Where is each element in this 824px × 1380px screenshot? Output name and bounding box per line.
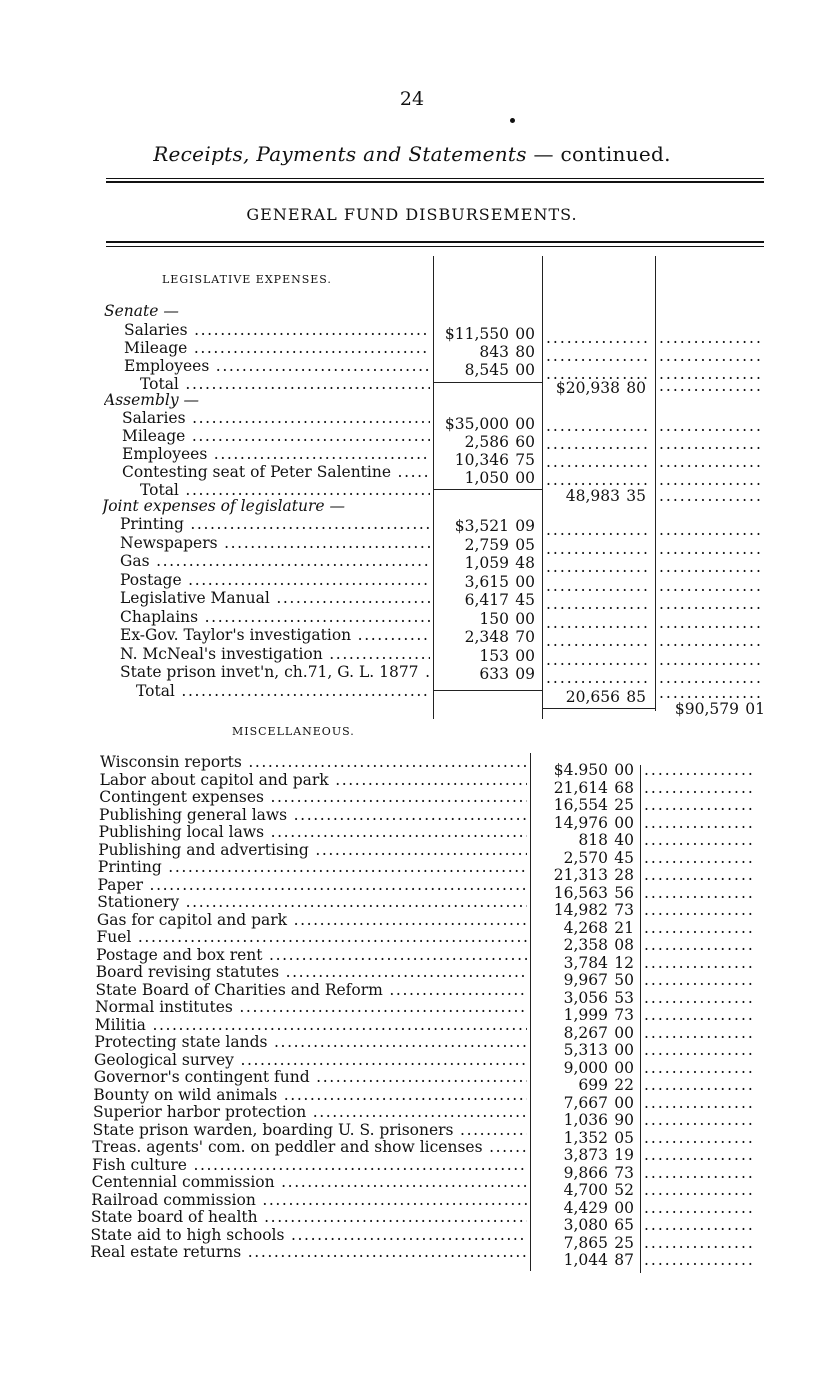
col3-leader [659, 453, 763, 471]
joint-item-amount [437, 665, 535, 683]
col3-leader [659, 540, 763, 558]
col3-leader [644, 849, 756, 867]
misc-item-amount [534, 1059, 634, 1077]
misc-item-label: Normal institutes ..... [95, 998, 527, 1016]
misc-item-amount [534, 1129, 634, 1147]
senate-item-label: Mileage ..... [124, 339, 430, 357]
joint-total-amount-cents: 85 [626, 687, 646, 706]
assembly-item-amount [437, 451, 535, 469]
senate-item-label: Employees ..... [124, 357, 430, 375]
misc-item-label: Postage and box rent ..... [96, 946, 527, 964]
misc-item-label: Stationery ..... [97, 893, 527, 911]
col3-leader [644, 814, 756, 832]
misc-item-amount-dollars: 9,000 [563, 1058, 608, 1077]
misc-item-amount-cents: 00 [614, 813, 634, 832]
misc-item-label: Publishing and advertising ..... [98, 841, 527, 859]
misc-item-label: State board of health ..... [91, 1208, 527, 1226]
col3-leader [644, 866, 756, 884]
senate-item-amount [437, 343, 535, 361]
col3-leader [644, 1024, 756, 1042]
col3-leader [659, 417, 763, 435]
assembly-item-label: Salaries ..... [122, 409, 430, 427]
misc-item-amount [534, 1181, 634, 1199]
col3-leader [644, 954, 756, 972]
misc-item-label: Wisconsin reports ..... [100, 753, 527, 771]
misc-item-amount-dollars: $4.950 [553, 761, 608, 779]
misc-item-amount [534, 814, 634, 832]
col2-leader [546, 329, 650, 347]
col3-leader [659, 377, 763, 395]
misc-item-amount [534, 901, 634, 919]
misc-item-amount-dollars: 3,080 [563, 1216, 608, 1234]
col3-leader [644, 901, 756, 919]
senate-total-amount-dollars: $20,938 [555, 379, 620, 397]
joint-total-label: Total ..... [136, 682, 430, 700]
col3-leader [644, 1041, 756, 1059]
joint-item-amount-dollars: 2,348 [464, 628, 509, 646]
misc-item-amount-cents: 25 [614, 1233, 634, 1252]
senate-subtotal-rule [433, 382, 542, 383]
assembly-label: Assembly — [104, 391, 200, 409]
misc-item-amount-cents: 21 [614, 918, 634, 937]
misc-item-label: Publishing local laws ..... [99, 823, 527, 841]
misc-item-amount-cents: 52 [614, 1181, 634, 1199]
misc-item-label: Contingent expenses ..... [99, 788, 527, 806]
col2-leader [546, 595, 650, 613]
misc-item-amount-cents: 73 [614, 1006, 634, 1024]
misc-item-label: Railroad commission ..... [91, 1191, 527, 1209]
misc-item-amount-dollars: 8,267 [563, 1023, 608, 1042]
col2-leader [546, 577, 650, 595]
misc-item-amount [534, 1076, 634, 1094]
col3-leader [644, 1199, 756, 1217]
assembly-item-amount-dollars: 1,050 [464, 469, 509, 487]
page-number: 24 [399, 88, 425, 110]
misc-item-label: Treas. agents' com. on peddler and show licenses ..... [92, 1138, 527, 1156]
col-rule-1 [433, 256, 434, 719]
misc-item-label: Superior harbor protection ..... [93, 1103, 527, 1121]
misc-item-amount-cents: 73 [614, 1163, 634, 1182]
misc-item-label: Centennial commission ..... [92, 1173, 527, 1191]
col3-leader [644, 1059, 756, 1077]
assembly-subtotal-rule [433, 489, 542, 490]
col2-leader [546, 347, 650, 365]
misc-item-amount [534, 884, 634, 902]
misc-item-amount [534, 1094, 634, 1112]
misc-item-amount-cents: 22 [614, 1076, 634, 1094]
misc-item-amount [534, 1234, 634, 1252]
col2-leader [546, 669, 650, 687]
senate-total-amount-cents: 80 [626, 379, 646, 397]
col3-leader [644, 1129, 756, 1147]
misc-item-label: Militia ..... [95, 1016, 527, 1034]
misc-item-amount-dollars: 14,982 [553, 901, 608, 919]
joint-label: Joint expenses of legislature — [102, 497, 346, 515]
assembly-item-amount-cents: 00 [515, 469, 535, 487]
misc-col-rule-2 [640, 765, 641, 1273]
misc-item-amount [534, 954, 634, 972]
misc-item-amount-dollars: 1,044 [563, 1251, 608, 1269]
senate-item-amount-dollars: 8,545 [464, 361, 509, 379]
col3-leader [659, 614, 763, 632]
senate-label: Senate — [104, 302, 179, 320]
joint-item-amount-cents: 09 [515, 517, 535, 535]
misc-item-label: Fuel ..... [97, 928, 528, 946]
misc-item-amount-cents: 68 [614, 778, 634, 797]
col3-leader [644, 919, 756, 937]
senate-item-amount-dollars: 843 [479, 343, 509, 361]
col3-leader [644, 1251, 756, 1269]
joint-total-amount-dollars: 20,656 [565, 687, 620, 706]
legislative-grand-total-cents: 01 [745, 699, 765, 718]
misc-item-amount-dollars: 4,268 [563, 918, 608, 937]
joint-item-amount [437, 628, 535, 646]
misc-item-label: Printing ..... [98, 858, 527, 876]
col3-leader [644, 989, 756, 1007]
col3-leader [659, 487, 763, 505]
col2-leader [546, 453, 650, 471]
misc-item-amount-dollars: 1,036 [563, 1111, 608, 1129]
col3-leader [659, 558, 763, 576]
joint-item-amount [437, 554, 535, 572]
joint-item-label: Chaplains ..... [120, 608, 430, 626]
col3-leader [659, 521, 763, 539]
misc-item-amount-cents: 45 [614, 848, 634, 867]
misc-item-label: Gas for capitol and park ..... [97, 911, 527, 929]
col3-leader [644, 1094, 756, 1112]
misc-item-amount-cents: 00 [614, 1198, 634, 1217]
misc-item-amount-dollars: 1,352 [563, 1128, 608, 1147]
misc-item-amount-dollars: 3,056 [563, 988, 608, 1007]
assembly-item-amount-dollars: 10,346 [454, 451, 509, 469]
misc-item-label: State prison warden, boarding U. S. prisoners ..... [93, 1121, 527, 1139]
misc-item-amount-cents: 87 [614, 1251, 634, 1269]
joint-item-label: Newspapers ..... [120, 534, 430, 552]
misc-item-amount-cents: 00 [614, 1093, 634, 1112]
misc-item-amount-dollars: 4,700 [563, 1181, 608, 1199]
misc-item-label: Real estate returns ..... [90, 1243, 527, 1261]
col3-leader [644, 884, 756, 902]
col-rule-3 [655, 256, 656, 711]
col2-leader [546, 435, 650, 453]
heading-rule-thin [106, 178, 764, 179]
assembly-item-amount [437, 415, 535, 433]
col2-leader [546, 521, 650, 539]
misc-item-label: Labor about capitol and park ..... [100, 771, 527, 789]
col2-leader [546, 614, 650, 632]
heading-italic: Receipts, Payments and Statements [153, 142, 527, 166]
joint-item-amount-dollars: 633 [479, 665, 509, 683]
col3-leader [644, 1076, 756, 1094]
section-title: GENERAL FUND DISBURSEMENTS. [246, 205, 578, 224]
col3-leader [644, 1146, 756, 1164]
col2-leader [546, 632, 650, 650]
joint-item-amount [437, 573, 535, 591]
misc-item-amount [534, 1006, 634, 1024]
misc-item-label: State Board of Charities and Reform ..... [95, 981, 527, 999]
assembly-item-amount-cents: 00 [515, 415, 535, 433]
joint-total-amount [546, 688, 646, 706]
misc-item-label: Fish culture ..... [92, 1156, 527, 1174]
misc-item-amount [534, 1146, 634, 1164]
senate-item-amount [437, 325, 535, 343]
col3-leader [644, 971, 756, 989]
misc-item-amount-dollars: 9,967 [563, 971, 608, 989]
joint-item-amount-dollars: 153 [479, 646, 509, 665]
misc-item-amount [534, 831, 634, 849]
joint-item-amount [437, 610, 535, 628]
misc-item-label: Protecting state lands ..... [94, 1033, 527, 1051]
misc-item-amount-cents: 25 [614, 796, 634, 814]
joint-item-amount-dollars: $3,521 [454, 517, 509, 535]
misc-item-amount-dollars: 16,554 [553, 796, 608, 814]
assembly-item-amount [437, 469, 535, 487]
joint-item-amount-cents: 45 [515, 591, 535, 609]
misc-item-amount-dollars: 1,999 [563, 1006, 608, 1024]
misc-item-amount [534, 779, 634, 797]
senate-item-amount-cents: 80 [515, 343, 535, 361]
col3-leader [644, 1006, 756, 1024]
joint-item-label: State prison invet'n, ch.71, G. L. 1877 ..... [120, 663, 430, 681]
assembly-item-amount-cents: 75 [515, 451, 535, 469]
assembly-item-amount [437, 433, 535, 451]
misc-item-amount [534, 1251, 634, 1269]
misc-item-amount-dollars: 21,313 [553, 866, 608, 884]
joint-item-amount-cents: 70 [515, 628, 535, 646]
misc-item-amount [534, 989, 634, 1007]
misc-item-amount-cents: 50 [614, 971, 634, 989]
joint-item-amount [437, 647, 535, 665]
col3-leader [659, 347, 763, 365]
joint-item-amount-dollars: 150 [479, 609, 509, 628]
misc-item-amount [534, 1111, 634, 1129]
misc-item-amount [534, 849, 634, 867]
col3-leader [644, 796, 756, 814]
joint-item-amount-dollars: 2,759 [464, 535, 509, 554]
misc-item-amount-dollars: 7,865 [563, 1233, 608, 1252]
assembly-total-amount-cents: 35 [626, 487, 646, 505]
assembly-item-label: Mileage ..... [122, 427, 430, 445]
assembly-total-amount-dollars: 48,983 [565, 487, 620, 505]
joint-item-amount-cents: 09 [515, 665, 535, 683]
assembly-total-amount [546, 487, 646, 505]
col2-leader [546, 558, 650, 576]
joint-item-amount-cents: 48 [515, 554, 535, 572]
assembly-item-amount-dollars: 2,586 [464, 433, 509, 451]
col3-leader [644, 1111, 756, 1129]
bullet-mark [510, 118, 515, 123]
misc-item-amount-cents: 65 [614, 1216, 634, 1234]
misc-col-rule-1 [530, 753, 531, 1271]
misc-item-amount-cents: 00 [614, 1058, 634, 1077]
misc-item-amount [534, 796, 634, 814]
misc-item-amount [534, 1164, 634, 1182]
col2-leader [546, 651, 650, 669]
senate-item-amount-cents: 00 [515, 325, 535, 343]
misc-item-amount-cents: 28 [614, 866, 634, 884]
assembly-item-amount-dollars: $35,000 [444, 415, 509, 433]
misc-item-amount-dollars: 16,563 [553, 883, 608, 902]
misc-item-amount-cents: 90 [614, 1111, 634, 1129]
misc-item-label: Governor's contingent fund ..... [94, 1068, 527, 1086]
misc-item-amount-dollars: 7,667 [563, 1093, 608, 1112]
joint-item-amount-cents: 05 [515, 535, 535, 554]
col3-leader [659, 577, 763, 595]
col3-leader [644, 831, 756, 849]
joint-item-label: Gas ..... [120, 552, 430, 570]
misc-item-amount-dollars: 5,313 [563, 1041, 608, 1059]
assembly-item-label: Contesting seat of Peter Salentine ..... [122, 463, 430, 481]
joint-item-amount-dollars: 6,417 [464, 591, 509, 609]
misc-item-amount-cents: 12 [614, 953, 634, 972]
section-rule-thick [106, 241, 764, 243]
joint-item-amount [437, 591, 535, 609]
misc-item-amount-cents: 00 [614, 761, 634, 779]
joint-item-label: Legislative Manual ..... [120, 589, 430, 607]
misc-item-label: State aid to high schools ..... [91, 1226, 527, 1244]
col3-leader [659, 435, 763, 453]
misc-item-amount-cents: 56 [614, 883, 634, 902]
misc-item-amount [534, 761, 634, 779]
col2-bottom-rule [542, 708, 655, 709]
col3-leader [659, 632, 763, 650]
misc-item-amount [534, 1041, 634, 1059]
joint-subtotal-rule [433, 690, 542, 691]
col3-leader [644, 779, 756, 797]
misc-item-amount-cents: 00 [614, 1023, 634, 1042]
misc-item-amount-dollars: 14,976 [553, 813, 608, 832]
assembly-total-label: Total ..... [140, 481, 430, 499]
senate-total-amount [546, 379, 646, 397]
joint-item-amount [437, 517, 535, 535]
misc-item-amount-dollars: 699 [578, 1076, 608, 1094]
misc-item-amount-dollars: 21,614 [553, 778, 608, 797]
misc-item-amount-dollars: 3,784 [563, 953, 608, 972]
misc-item-label: Board revising statutes ..... [96, 963, 527, 981]
misc-item-amount-dollars: 818 [578, 831, 608, 849]
page-heading [0, 142, 824, 166]
misc-item-amount [534, 1199, 634, 1217]
col3-leader [644, 761, 756, 779]
misc-item-amount-cents: 08 [614, 936, 634, 954]
legislative-title: LEGISLATIVE EXPENSES. [162, 273, 332, 286]
col-rule-2 [542, 256, 543, 719]
col3-leader [659, 595, 763, 613]
misc-item-amount-cents: 40 [614, 831, 634, 849]
misc-item-amount-cents: 73 [614, 901, 634, 919]
col3-leader [644, 1181, 756, 1199]
misc-item-amount-cents: 00 [614, 1041, 634, 1059]
misc-item-amount [534, 866, 634, 884]
senate-item-amount-cents: 00 [515, 361, 535, 379]
misc-item-amount-cents: 53 [614, 988, 634, 1007]
joint-item-label: N. McNeal's investigation ..... [120, 645, 430, 663]
misc-item-amount [534, 936, 634, 954]
misc-title: MISCELLANEOUS. [232, 725, 355, 738]
misc-item-amount-dollars: 4,429 [563, 1198, 608, 1217]
misc-item-label: Publishing general laws ..... [99, 806, 527, 824]
misc-item-amount-dollars: 2,570 [563, 848, 608, 867]
senate-item-amount [437, 361, 535, 379]
misc-item-amount-dollars: 9,866 [563, 1163, 608, 1182]
heading-rule-thick [106, 181, 764, 183]
misc-item-amount [534, 971, 634, 989]
col3-leader [644, 1216, 756, 1234]
col3-leader [644, 1164, 756, 1182]
misc-item-amount [534, 1024, 634, 1042]
misc-item-amount [534, 919, 634, 937]
col2-leader [546, 417, 650, 435]
legislative-grand-total-dollars: $90,579 [674, 699, 739, 718]
joint-item-label: Postage ..... [120, 571, 430, 589]
joint-item-amount-dollars: 1,059 [464, 554, 509, 572]
assembly-item-amount-cents: 60 [515, 433, 535, 451]
joint-item-amount-cents: 00 [515, 646, 535, 665]
col3-leader [644, 936, 756, 954]
senate-item-label: Salaries ..... [124, 321, 430, 339]
senate-item-amount-dollars: $11,550 [444, 325, 509, 343]
col3-leader [659, 651, 763, 669]
misc-item-amount-cents: 19 [614, 1146, 634, 1164]
joint-item-amount-cents: 00 [515, 609, 535, 628]
col3-leader [659, 329, 763, 347]
misc-item-amount-dollars: 2,358 [563, 936, 608, 954]
col2-leader [546, 540, 650, 558]
misc-item-label: Bounty on wild animals ..... [93, 1086, 527, 1104]
senate-total-label: Total ..... [140, 375, 430, 393]
col3-leader [644, 1234, 756, 1252]
misc-item-amount [534, 1216, 634, 1234]
joint-item-amount-dollars: 3,615 [464, 572, 509, 591]
misc-item-amount-dollars: 3,873 [563, 1146, 608, 1164]
heading-continued: — continued. [533, 142, 671, 166]
misc-item-label: Geological survey ..... [94, 1051, 527, 1069]
section-rule-thin [106, 246, 764, 247]
legislative-grand-total [657, 700, 765, 718]
assembly-item-label: Employees ..... [122, 445, 430, 463]
misc-item-amount-cents: 05 [614, 1128, 634, 1147]
joint-item-label: Printing ..... [120, 515, 430, 533]
misc-item-label: Paper ..... [98, 876, 527, 894]
joint-item-amount [437, 536, 535, 554]
joint-item-label: Ex-Gov. Taylor's investigation ..... [120, 626, 430, 644]
joint-item-amount-cents: 00 [515, 572, 535, 591]
